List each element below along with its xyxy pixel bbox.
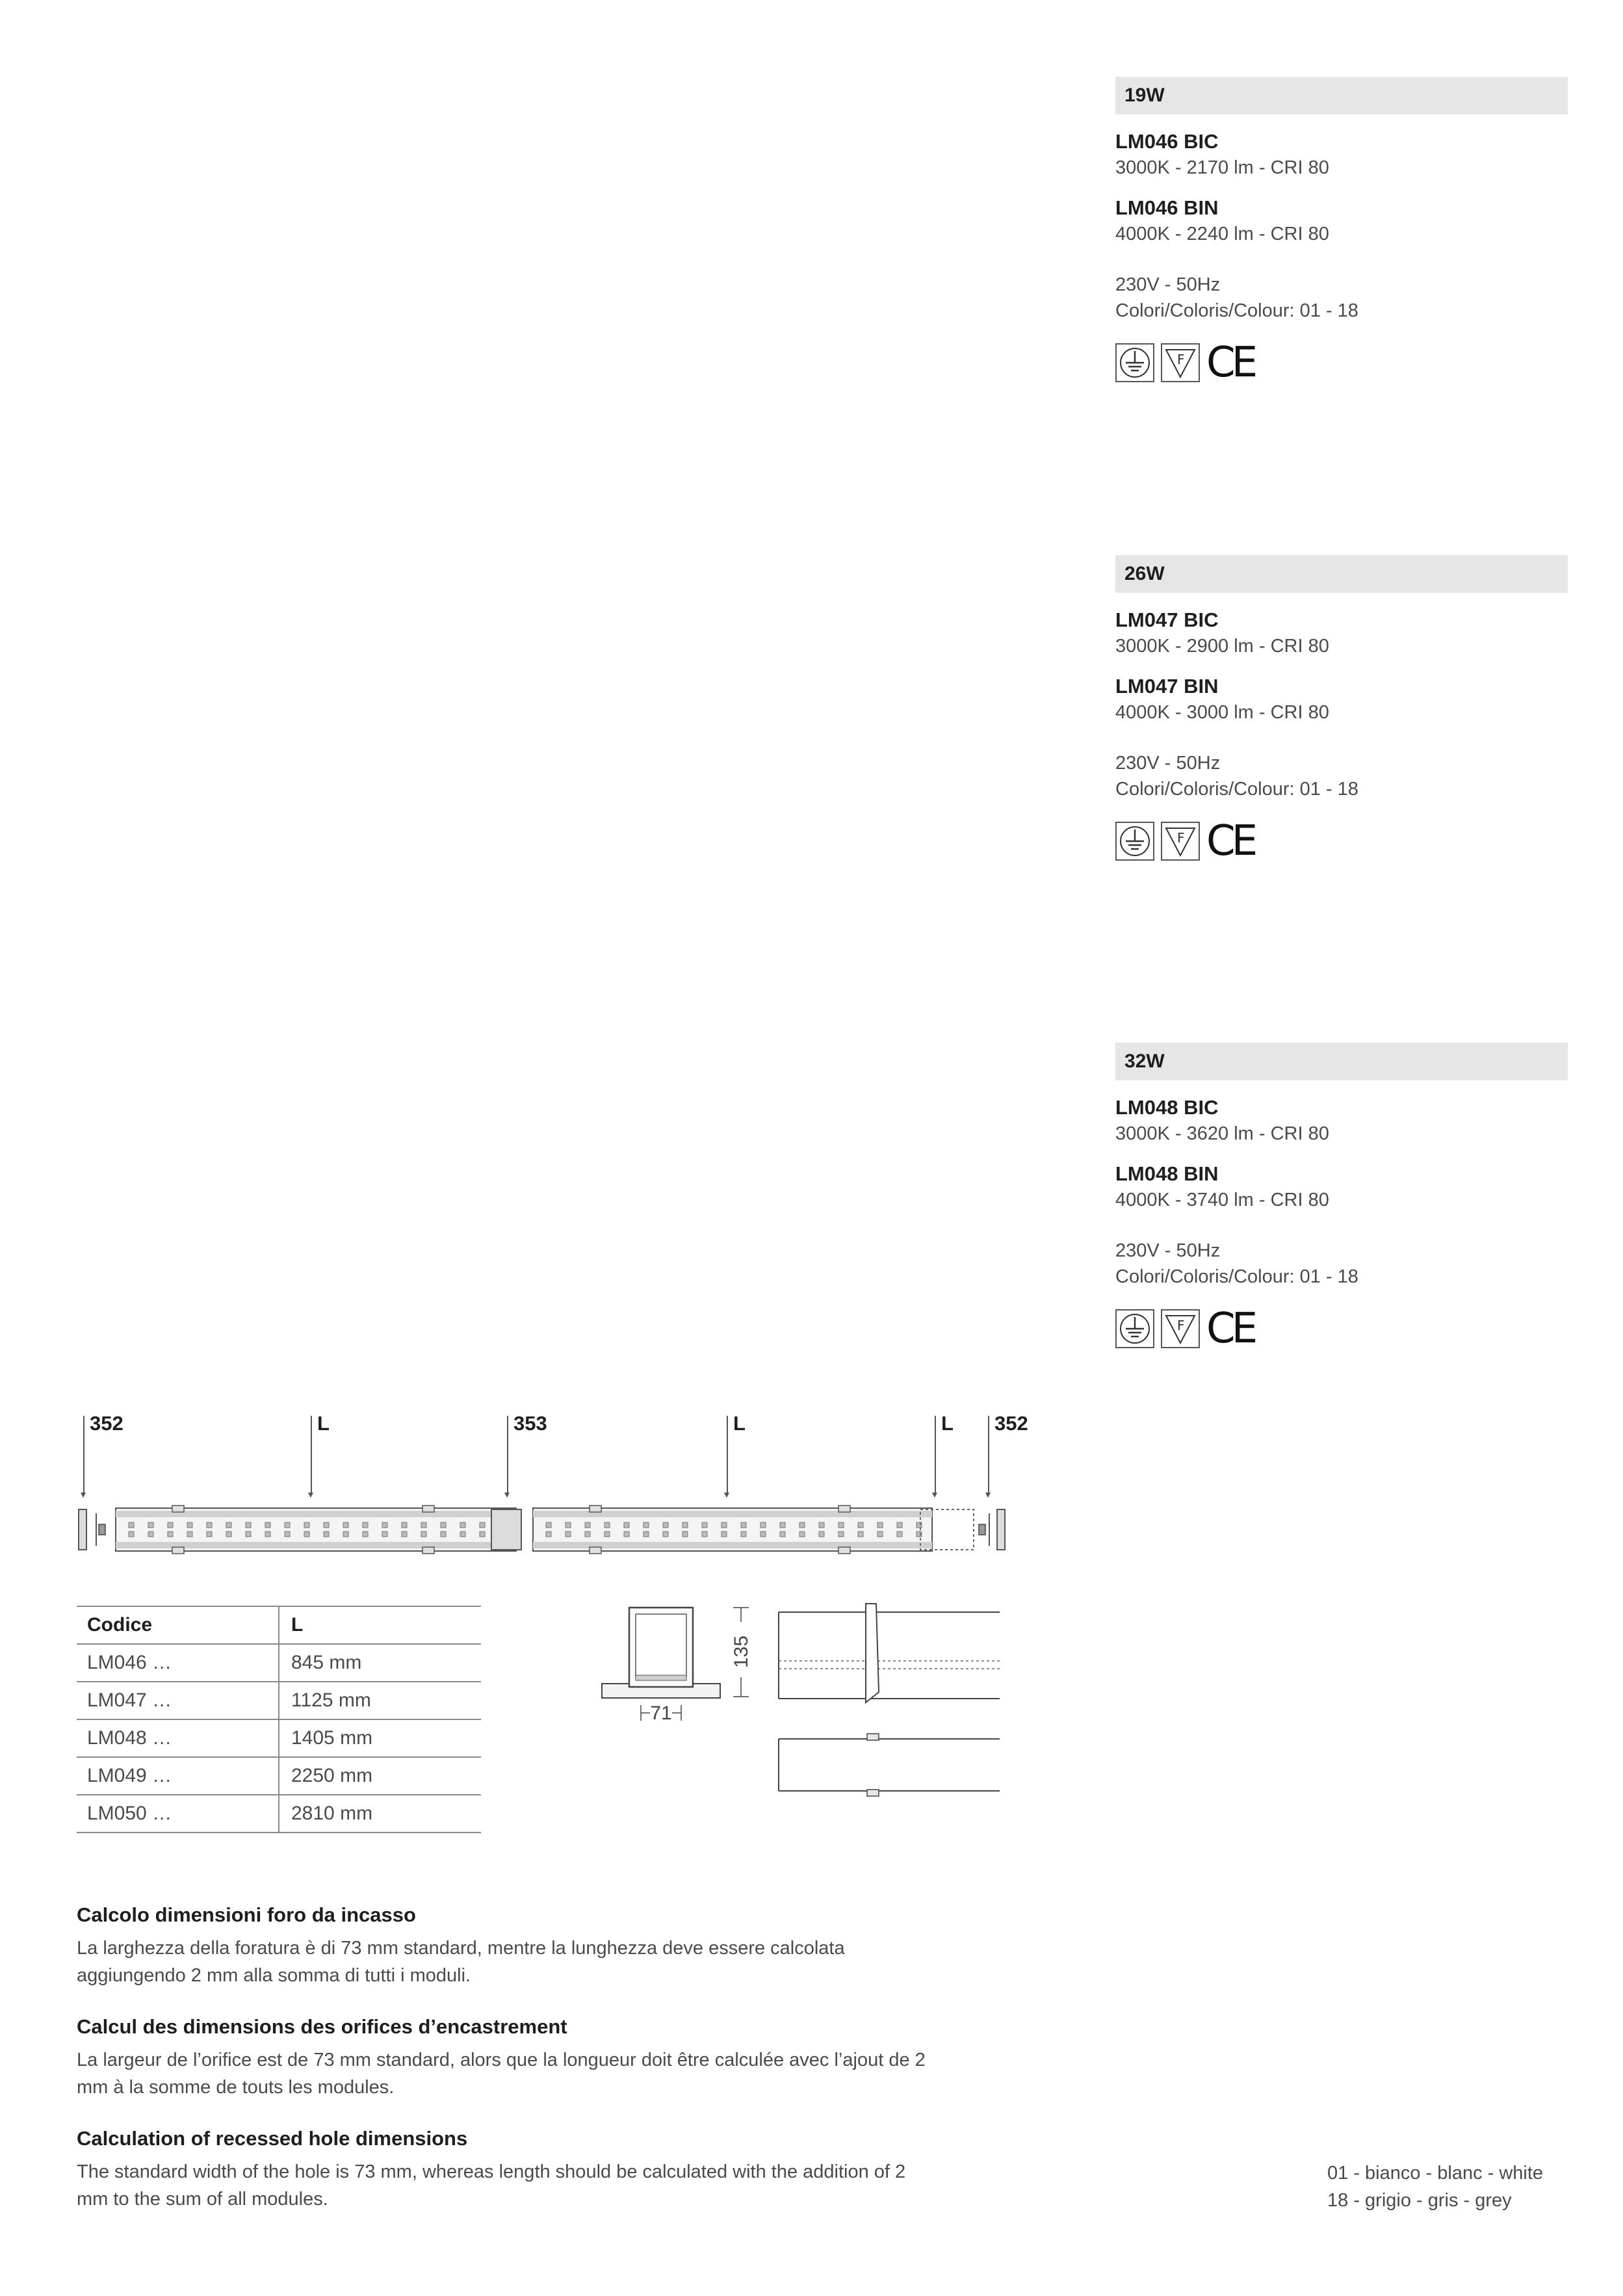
- width-dimension-label: 71: [650, 1702, 672, 1724]
- table-header-cell: L: [279, 1606, 481, 1644]
- table-cell-length: 845 mm: [279, 1644, 481, 1682]
- table-header-cell: Codice: [77, 1606, 279, 1644]
- colours-text: Colori/Coloris/Colour: 01 - 18: [1115, 300, 1358, 321]
- ce-mark-icon: CE: [1206, 817, 1254, 865]
- spec-block-19w: [1115, 77, 1568, 389]
- colour-legend: [1327, 2159, 1543, 2214]
- label-module-2: L: [733, 1412, 746, 1435]
- section-title-it: Calcolo dimensioni foro da incasso: [77, 1903, 416, 1926]
- section-text-fr: La largeur de l’orifice est de 73 mm standard, alors que la longueur doit être calculée avec l’ajout de 2 mm à la somme de touts les modules.: [77, 2050, 926, 2098]
- height-dimension-label: 135: [731, 1635, 752, 1669]
- variant-code: LM046 BIN: [1115, 196, 1219, 219]
- spec-block-26w: [1115, 555, 1568, 867]
- label-joint: 353: [513, 1412, 547, 1435]
- table-cell-code: LM047 …: [77, 1682, 279, 1719]
- table-row: [77, 1719, 481, 1757]
- voltage-text: 230V - 50Hz: [1115, 753, 1221, 774]
- earth-ground-icon: [1115, 343, 1154, 382]
- variant-detail: 3000K - 2170 lm - CRI 80: [1115, 157, 1329, 178]
- colours-text: Colori/Coloris/Colour: 01 - 18: [1115, 1266, 1358, 1287]
- power-band: 32W: [1115, 1043, 1568, 1080]
- colour-legend-item: 01 - bianco - blanc - white: [1327, 2163, 1544, 2184]
- voltage-text: 230V - 50Hz: [1115, 1240, 1221, 1261]
- variant-detail: 3000K - 2900 lm - CRI 80: [1115, 636, 1329, 657]
- colour-legend-item: 18 - grigio - gris - grey: [1327, 2190, 1512, 2211]
- section-text-en: The standard width of the hole is 73 mm, whereas length should be calculated with the addition of 2 mm to the sum of all modules.: [77, 2161, 906, 2210]
- f-mark-icon: [1161, 822, 1200, 861]
- variant-code: LM047 BIC: [1115, 608, 1219, 631]
- code-length-table: [77, 1606, 481, 1833]
- table-cell-code: LM050 …: [77, 1795, 279, 1833]
- power-band: 19W: [1115, 77, 1568, 114]
- section-title-fr: Calcul des dimensions des orifices d’encastrement: [77, 2015, 567, 2038]
- spec-block-32w: [1115, 1043, 1568, 1355]
- profile-drawing: [71, 1489, 1020, 1560]
- table-cell-code: LM046 …: [77, 1644, 279, 1682]
- table-cell-length: 2250 mm: [279, 1757, 481, 1795]
- svg-text:F: F: [1177, 830, 1185, 846]
- svg-text:F: F: [1177, 352, 1185, 367]
- colours-text: Colori/Coloris/Colour: 01 - 18: [1115, 779, 1358, 800]
- section-text-it: La larghezza della foratura è di 73 mm standard, mentre la lunghezza deve essere calcolata aggiungendo 2 mm alla somma di tutti i moduli.: [77, 1938, 845, 1986]
- variant-code: LM047 BIN: [1115, 675, 1219, 698]
- f-mark-icon: [1161, 343, 1200, 382]
- table-cell-code: LM048 …: [77, 1719, 279, 1757]
- ce-mark-icon: CE: [1206, 339, 1254, 387]
- variant-code: LM048 BIC: [1115, 1096, 1219, 1119]
- certification-icons: [1115, 1305, 1568, 1355]
- table-header-row: [77, 1606, 481, 1644]
- variant-code: LM048 BIN: [1115, 1162, 1219, 1185]
- variant-code: LM046 BIC: [1115, 130, 1219, 153]
- label-left-cap: 352: [90, 1412, 123, 1435]
- section-drawing: [598, 1596, 1014, 1804]
- variant-detail: 4000K - 3000 lm - CRI 80: [1115, 702, 1329, 723]
- table-cell-length: 2810 mm: [279, 1795, 481, 1833]
- table-row: [77, 1682, 481, 1719]
- table-cell-code: LM049 …: [77, 1757, 279, 1795]
- certification-icons: [1115, 339, 1568, 389]
- section-title-en: Calculation of recessed hole dimensions: [77, 2127, 468, 2150]
- variant-detail: 3000K - 3620 lm - CRI 80: [1115, 1123, 1329, 1144]
- label-right-cap: 352: [994, 1412, 1028, 1435]
- power-band: 26W: [1115, 555, 1568, 593]
- variant-detail: 4000K - 2240 lm - CRI 80: [1115, 224, 1329, 244]
- table-row: [77, 1795, 481, 1833]
- label-module-1: L: [317, 1412, 330, 1435]
- ce-mark-icon: CE: [1206, 1305, 1254, 1353]
- table-cell-length: 1405 mm: [279, 1719, 481, 1757]
- certification-icons: [1115, 817, 1568, 867]
- earth-ground-icon: [1115, 822, 1154, 861]
- table-row: [77, 1757, 481, 1795]
- earth-ground-icon: [1115, 1309, 1154, 1348]
- table-cell-length: 1125 mm: [279, 1682, 481, 1719]
- svg-text:F: F: [1177, 1318, 1185, 1333]
- voltage-text: 230V - 50Hz: [1115, 274, 1221, 295]
- label-module-3: L: [941, 1412, 954, 1435]
- f-mark-icon: [1161, 1309, 1200, 1348]
- variant-detail: 4000K - 3740 lm - CRI 80: [1115, 1190, 1329, 1210]
- table-row: [77, 1644, 481, 1682]
